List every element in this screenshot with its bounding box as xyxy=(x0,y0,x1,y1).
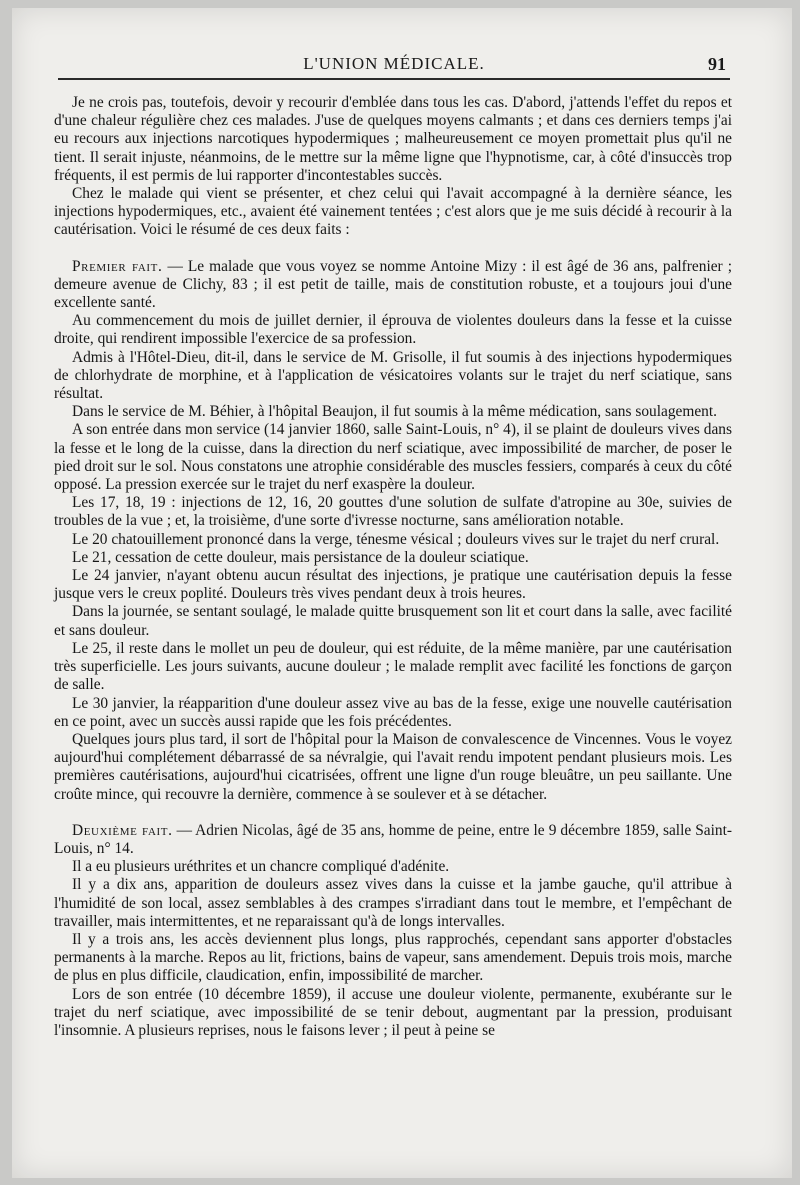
paragraph: Le 21, cessation de cette douleur, mais persistance de la douleur sciatique. xyxy=(72,548,529,566)
paragraph: Le 30 janvier, la réapparition d'une douleur assez vive au bas de la fesse, exige une nouvelle cautérisation en ce point, avec un succès aussi rapide que les fois précédentes. xyxy=(54,694,732,730)
paragraph: Lors de son entrée (10 décembre 1859), il accuse une douleur violente, permanente, exubérante sur le trajet du nerf sciatique, avec impossibilité de se tenir debout, augmentant par la pression, produisant l'insomnie. A plusieurs reprises, nous le faisons lever ; il peut à peine se xyxy=(54,985,732,1039)
case-2-heading: Deuxième fait. xyxy=(72,821,173,839)
paragraph: Il y a dix ans, apparition de douleurs assez vives dans la cuisse et la jambe gauche, qu'il attribue à l'humidité de son local, assez semblables à des crampes s'irradiant dans tout le membre, et l'empêchant de travailler, mais intermittentes, et ne reparaissant qu'à de longs intervalles. xyxy=(54,876,732,930)
paragraph: Le 20 chatouillement prononcé dans la verge, ténesme vésical ; douleurs vives sur le trajet du nerf crural. xyxy=(72,530,720,548)
book-page xyxy=(12,8,792,1178)
paragraph: Je ne crois pas, toutefois, devoir y recourir d'emblée dans tous les cas. D'abord, j'attends l'effet du repos et d'une chaleur régulière chez ces malades. J'use de quelques moyens calmants ; et dans ces derniers temps j'ai eu recours aux injections narcotiques hypodermiques ; malheureusement ce moyen promettait plus qu'il ne tient. Il serait injuste, néanmoins, de le mettre sur la même ligne que l'hypnotisme, car, à côté d'insuccès trop fréquents, il est permis de lui rapporter d'incontestables succès. xyxy=(54,94,732,184)
paragraph: Il a eu plusieurs uréthrites et un chancre compliqué d'adénite. xyxy=(72,858,450,876)
paragraph: Admis à l'Hôtel-Dieu, dit-il, dans le service de M. Grisolle, il fut soumis à des injections hypodermiques de chlorhydrate de morphine, et à l'application de vésicatoires volants sur le trajet du nerf sciatique, sans résultat. xyxy=(54,348,732,403)
paragraph: Les 17, 18, 19 : injections de 12, 16, 20 gouttes d'une solution de sulfate d'atropine au 30e, suivies de troubles de la vue ; et, la troisième, d'une sorte d'ivresse nocturne, sans amélioration notable. xyxy=(54,494,732,530)
paragraph: Le 24 janvier, n'ayant obtenu aucun résultat des injections, je pratique une cautérisation depuis la fesse jusque vers le creux poplité. Douleurs très vives pendant deux à trois heures. xyxy=(54,567,732,603)
page-number: 91 xyxy=(708,54,726,74)
article-body xyxy=(54,94,732,1040)
running-title: L'UNION MÉDICALE. xyxy=(303,54,485,73)
paragraph: Il y a trois ans, les accès deviennent plus longs, plus rapprochés, cependant sans apporter d'obstacles permanents à la marche. Repos au lit, frictions, bains de vapeur, sans amendement. Depuis trois mois, marche de plus en plus difficile, claudication, enfin, impossibilité de marcher. xyxy=(54,930,732,985)
case-2-lead-paragraph xyxy=(54,822,732,858)
page-header xyxy=(58,52,730,80)
case-1-heading: Premier fait. xyxy=(72,257,163,275)
case-2-lead: — Adrien Nicolas, âgé de 35 ans, homme de peine, entre le 9 décembre 1859, salle Saint-Louis, n° 14. xyxy=(54,821,732,857)
paragraph: Le 25, il reste dans le mollet un peu de douleur, qui est réduite, de la même manière, par une cautérisation très superficielle. Les jours suivants, aucune douleur ; le malade remplit avec facilité les fonctions de garçon de salle. xyxy=(54,639,732,694)
paragraph: Au commencement du mois de juillet dernier, il éprouva de violentes douleurs dans la fesse et la cuisse droite, qui rendirent impossible l'exercice de sa profession. xyxy=(54,312,732,348)
case-1-lead: — Le malade que vous voyez se nomme Antoine Mizy : il est âgé de 36 ans, palfrenier ; demeure avenue de Clichy, 83 ; il est petit de taille, mais de constitution robuste, et a toujours joui d'une excellente santé. xyxy=(54,257,732,312)
paragraph: Dans le service de M. Béhier, à l'hôpital Beaujon, il fut soumis à la même médication, sans soulagement. xyxy=(72,403,717,421)
paragraph: Quelques jours plus tard, il sort de l'hôpital pour la Maison de convalescence de Vincennes. Vous le voyez aujourd'hui complétement débarrassé de sa névralgie, qui l'avait rendu impotent pendant plusieurs mois. Les premières cautérisations, aujourd'hui cicatrisées, offrent une ligne d'un rouge bleuâtre, un peu saillante. Une croûte mince, qui recouvre la dernière, commence à se soulever et à se détacher. xyxy=(54,730,732,803)
paragraph: Dans la journée, se sentant soulagé, le malade quitte brusquement son lit et court dans la salle, avec facilité et sans douleur. xyxy=(54,603,732,639)
paragraph: Chez le malade qui vient se présenter, et chez celui qui l'avait accompagné à la dernière séance, les injections hypodermiques, etc., avaient été vainement tentées ; c'est alors que je me suis décidé à recourir à la cautérisation. Voici le résumé de ces deux faits : xyxy=(54,185,732,239)
paragraph: A son entrée dans mon service (14 janvier 1860, salle Saint-Louis, n° 4), il se plaint de douleurs vives dans la fesse et le long de la cuisse, dans la direction du nerf sciatique, avec impossibilité de marcher, de poser le pied droit sur le sol. Nous constatons une atrophie considérable des muscles fessiers, comparés à ceux du côté opposé. La pression exercée sur le trajet du nerf exaspère la douleur. xyxy=(54,421,732,494)
case-1-lead-paragraph xyxy=(54,258,732,313)
